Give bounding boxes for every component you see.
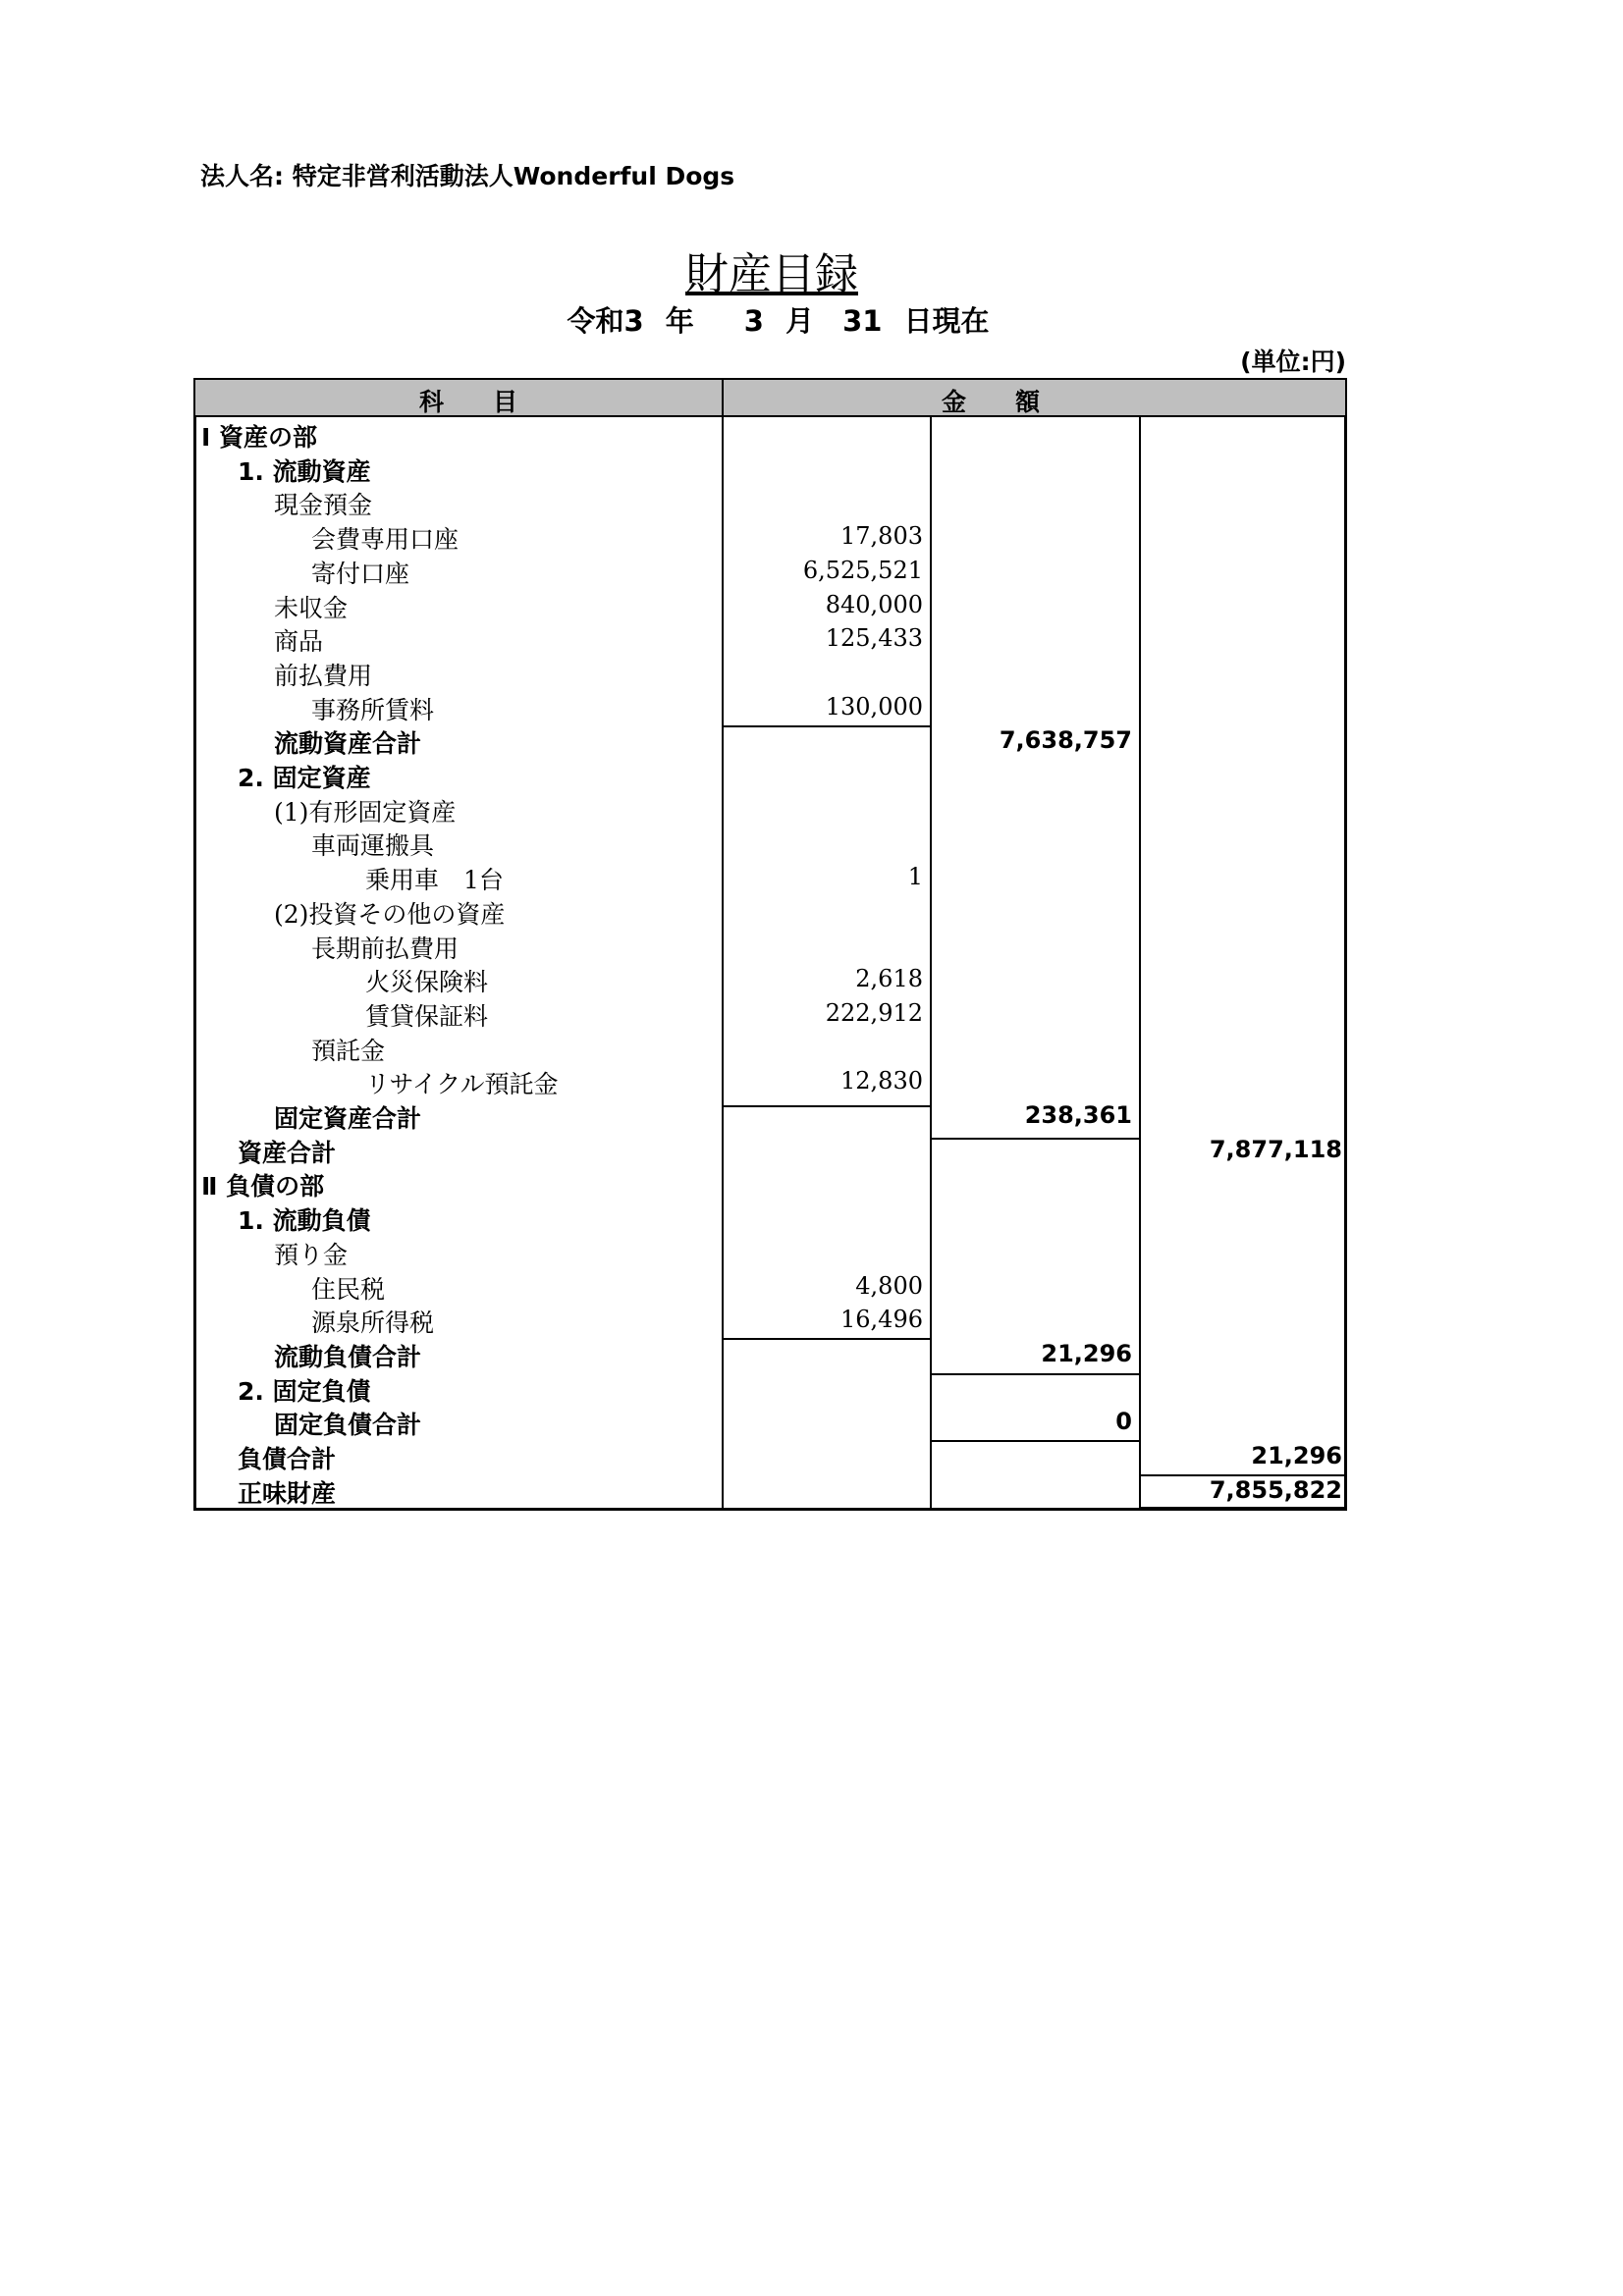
table-header	[193, 378, 1347, 417]
table-row	[193, 417, 1347, 452]
header-subject: 科 目	[419, 388, 518, 416]
row-label: 1. 流動資産	[238, 456, 371, 486]
row-label: 流動資産合計	[274, 729, 422, 759]
table-row	[193, 1235, 1347, 1269]
amount-c1: 1	[907, 863, 923, 891]
amount-c1: 12,830	[840, 1067, 923, 1095]
table-row	[193, 792, 1347, 827]
row-label: 事務所賃料	[311, 695, 435, 724]
amount-c1: 4,800	[855, 1271, 923, 1300]
row-label: (2)投資その他の資産	[274, 899, 506, 929]
table-row	[193, 1303, 1347, 1337]
amount-c3: 21,296	[1251, 1442, 1342, 1469]
table-row	[193, 1473, 1347, 1508]
row-label: 乗用車 1台	[365, 866, 504, 895]
table-row	[193, 758, 1347, 792]
table-row	[193, 1133, 1347, 1167]
table-row	[193, 588, 1347, 622]
row-label: 負債合計	[238, 1445, 337, 1473]
row-label: 資産合計	[238, 1138, 337, 1167]
table-row	[193, 860, 1347, 894]
row-label: 未収金	[274, 593, 349, 622]
row-label: 源泉所得税	[311, 1308, 435, 1338]
row-label: 車両運搬具	[311, 831, 435, 861]
amount-c2: 7,638,757	[999, 726, 1132, 755]
table-row	[193, 1269, 1347, 1304]
table-row	[193, 554, 1347, 588]
amount-c3: 7,877,118	[1209, 1135, 1342, 1163]
row-label: 2. 固定負債	[238, 1376, 371, 1406]
row-label: 流動負債合計	[274, 1342, 422, 1371]
row-label: 2. 固定資産	[238, 764, 371, 792]
amount-c1: 130,000	[825, 692, 923, 721]
table-row	[193, 1371, 1347, 1406]
table-row	[193, 1337, 1347, 1371]
row-label: 会費専用口座	[311, 525, 460, 555]
amount-c1: 2,618	[855, 965, 923, 993]
row-label: 現金預金	[274, 491, 373, 520]
row-label: 預り金	[274, 1240, 349, 1269]
row-label: Ⅱ 負債の部	[201, 1172, 325, 1201]
table-row	[193, 690, 1347, 724]
row-label: 商品	[274, 627, 324, 657]
amount-c2: 21,296	[1041, 1339, 1132, 1367]
unit-label: (単位:円)	[1240, 347, 1346, 376]
table-row	[193, 962, 1347, 996]
table-row	[193, 894, 1347, 929]
table-row	[193, 723, 1347, 758]
row-label: 固定負債合計	[274, 1411, 422, 1440]
row-label: リサイクル預託金	[365, 1070, 559, 1099]
amount-c2: 0	[1115, 1408, 1132, 1436]
table-row	[193, 996, 1347, 1031]
row-label: 火災保険料	[365, 968, 489, 997]
table-row	[193, 485, 1347, 519]
as-of-date: 令和3 年 3 月 31 日現在	[567, 304, 990, 338]
table-row	[193, 1201, 1347, 1235]
table-row	[193, 621, 1347, 656]
row-label: 寄付口座	[311, 559, 410, 588]
table-row	[193, 1439, 1347, 1473]
row-label: 賃貸保証料	[365, 1001, 489, 1031]
table-row	[193, 1064, 1347, 1098]
row-label: Ⅰ 資産の部	[201, 423, 318, 452]
document-title: 財産目録	[685, 249, 858, 299]
row-label: 住民税	[311, 1274, 386, 1304]
table-row	[193, 452, 1347, 486]
row-label: 正味財産	[238, 1478, 337, 1508]
amount-c1: 16,496	[840, 1306, 923, 1334]
corporation-name: 法人名: 特定非営利活動法人Wonderful Dogs	[200, 162, 735, 190]
header-amount: 金 額	[942, 388, 1041, 416]
amount-c1: 125,433	[825, 624, 923, 653]
table-row	[193, 519, 1347, 554]
row-label: (1)有形固定資産	[274, 797, 457, 827]
property-inventory-table	[193, 378, 1347, 1511]
row-label: 1. 流動負債	[238, 1206, 371, 1236]
table-row	[193, 1031, 1347, 1065]
amount-c1: 840,000	[825, 590, 923, 618]
amount-c2: 238,361	[1024, 1101, 1132, 1129]
table-row	[193, 656, 1347, 690]
amount-c1: 6,525,521	[802, 556, 923, 584]
table-row	[193, 1098, 1347, 1133]
table-row	[193, 929, 1347, 963]
row-label: 固定資産合計	[274, 1104, 422, 1133]
table-row	[193, 1405, 1347, 1439]
amount-c1: 17,803	[840, 522, 923, 551]
row-label: 預託金	[311, 1036, 386, 1065]
table-row	[193, 1166, 1347, 1201]
row-label: 前払費用	[274, 661, 373, 690]
table-row	[193, 826, 1347, 860]
row-label: 長期前払費用	[311, 934, 460, 963]
amount-c1: 222,912	[825, 998, 923, 1027]
amount-c3: 7,855,822	[1209, 1475, 1342, 1504]
